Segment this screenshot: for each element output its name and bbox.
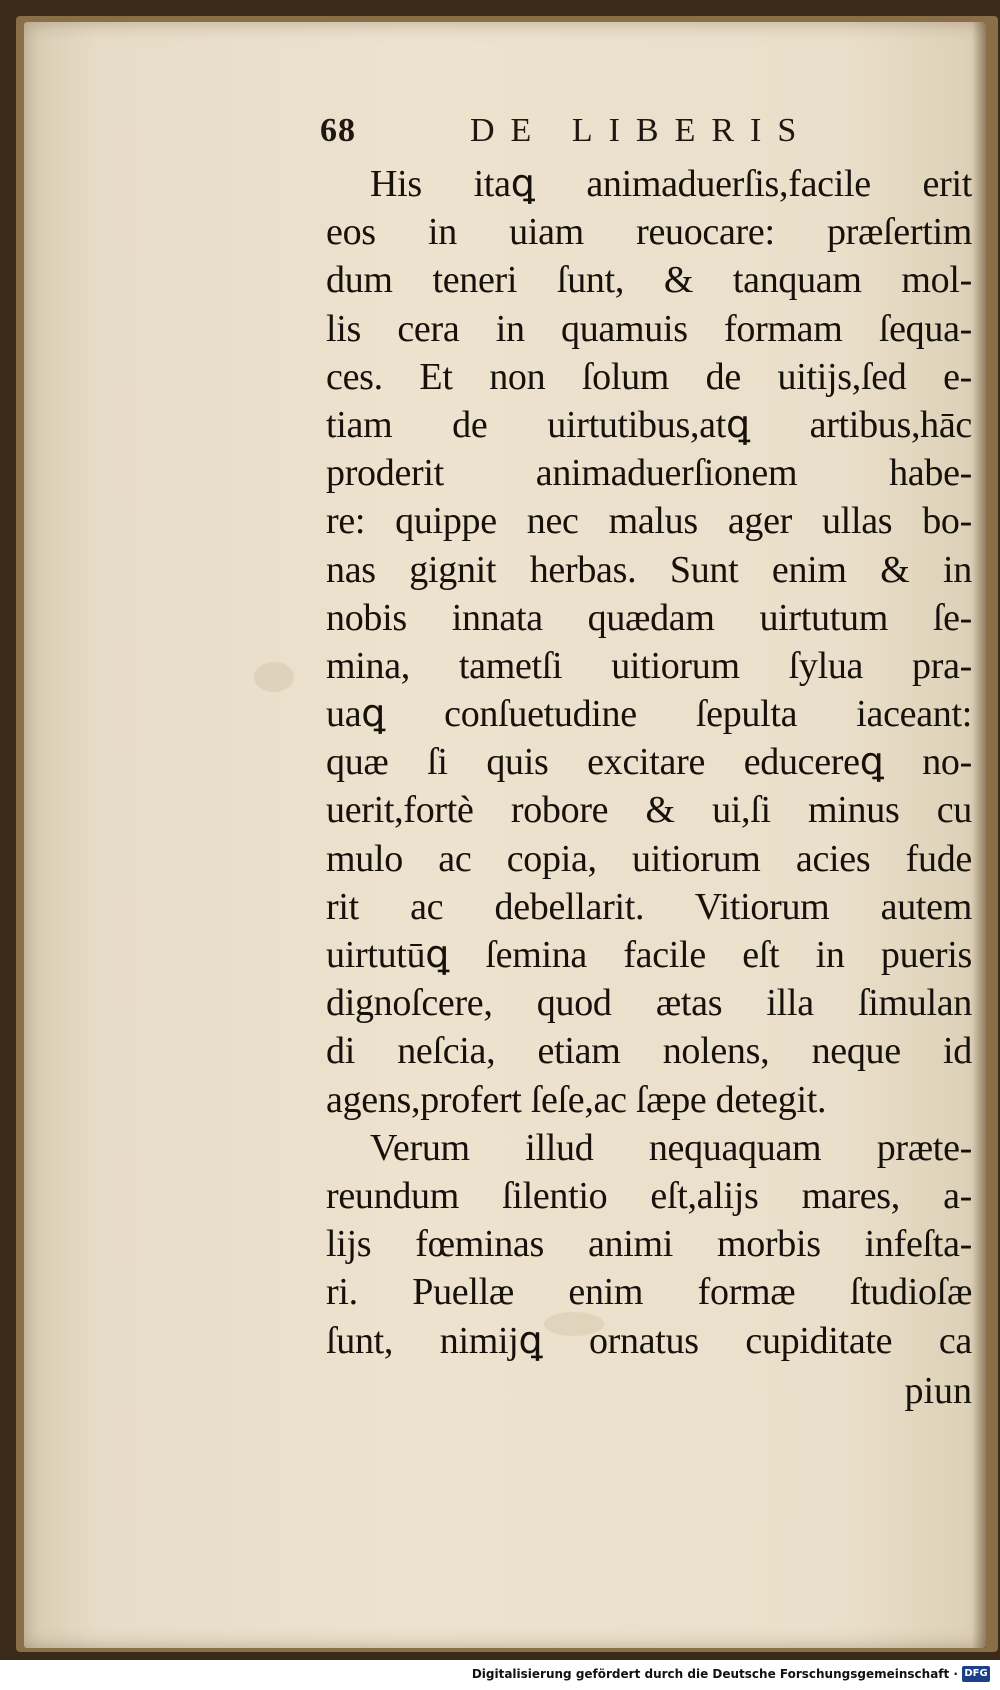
text-line: tiam de uirtutibus,atꝗ artibus,hāc <box>326 403 972 446</box>
text-line: dum teneri ſunt, & tanquam mol- <box>326 259 972 302</box>
text-line: rit ac debellarit. Vitiorum autem <box>326 885 972 928</box>
text-line: uirtutūꝗ ſemina facile eſt in pueris <box>326 934 972 976</box>
text-line: nas gignit herbas. Sunt enim & in <box>326 548 972 591</box>
paper-stain <box>254 662 294 692</box>
text-line: mulo ac copia, uitiorum acies fude <box>326 837 972 880</box>
text-line: di neſcia, etiam nolens, neque id <box>326 1030 972 1073</box>
text-line: uaꝗ conſuetudine ſepulta iaceant: <box>326 693 972 736</box>
dfg-logo-icon: DFG <box>962 1666 990 1682</box>
text-line: lijs fœminas animi morbis infeſta- <box>326 1223 972 1266</box>
text-line: eos in uiam reuocare: præſertim <box>326 211 972 254</box>
body-text <box>326 160 972 1417</box>
text-line: agens,profert ſeſe,ac ſæpe detegit. <box>326 1078 827 1121</box>
text-line: His itaꝗ animaduerſis,facile erit <box>370 163 972 205</box>
digitization-footer <box>0 1660 1000 1690</box>
text-line: proderit animaduerſionem habe- <box>326 452 972 495</box>
text-line: lis cera in quamuis formam ſequa- <box>326 307 972 350</box>
page-header <box>320 112 970 156</box>
text-line: dignoſcere, quod ætas illa ſimulan <box>326 982 972 1025</box>
catchword: piun <box>904 1369 972 1412</box>
page-number: 68 <box>320 112 356 149</box>
text-line: uerit,fortè robore & ui,ſi minus cu <box>326 789 972 832</box>
page-gutter-shadow <box>972 22 986 1648</box>
text-line: mina, tametſi uitiorum ſylua pra- <box>326 644 972 687</box>
footer-credit: Digitalisierung gefördert durch die Deutsche Forschungsgemeinschaft · <box>471 1667 958 1681</box>
running-title: DE LIBERIS <box>470 112 813 149</box>
text-line: reundum ſilentio eſt,alijs mares, a- <box>326 1174 972 1217</box>
text-line: ſunt, nimijꝗ ornatus cupiditate ca <box>326 1319 972 1362</box>
text-line: nobis innata quædam uirtutum ſe- <box>326 596 972 639</box>
text-line: Verum illud nequaquam præte- <box>370 1126 972 1169</box>
text-line: ces. Et non ſolum de uitijs,ſed e- <box>326 355 972 398</box>
text-line: ri. Puellæ enim formæ ſtudioſæ <box>326 1271 972 1314</box>
text-line: quæ ſi quis excitare educereꝗ no- <box>326 741 972 784</box>
text-line: re: quippe nec malus ager ullas bo- <box>326 500 972 543</box>
